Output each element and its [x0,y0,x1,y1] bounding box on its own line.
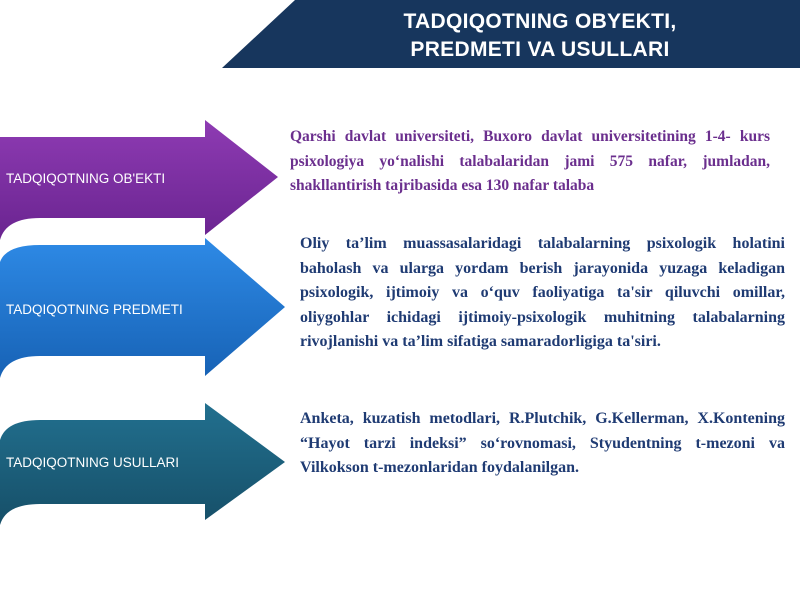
subject-label: TADQIQOTNING PREDMETI [6,302,183,317]
object-description: Qarshi davlat universiteti, Buxoro davlat universitetining 1-4- kurs psixologiya yo‘nalishi talabalaridan jami 575 nafar, jumladan, shakllantirish tajribasida esa 130 nafar talaba [290,128,770,194]
object-label: TADQIQOTNING OB'EKTI [6,171,166,186]
methods-label: TADQIQOTNING USULLARI [6,455,180,470]
title-line-1: TADQIQOTNING OBYEKTI, [403,10,677,33]
subject-description: Oliy ta’lim muassasalaridagi talabalarning psixologik holatini baholash va ularga yordam berish jarayonida yuzaga keladigan psixologik, ijtimoiy va o‘quv faoliyatiga ta'sir qiluvchi omillar, oliygohlar ichidagi ijtimoiy-psixologik muhitning talabalarning rivojlanishi va ta’lim sifatiga samaradorligiga ta'siri. [300,235,785,350]
methods-description: Anketa, kuzatish metodlari, R.Plutchik, G.Kellerman, X.Kontening “Hayot tarzi indeksi” so‘rovnomasi, Styudentning t-mezoni va Vilkokson t-mezonlaridan foydalanilgan. [300,410,785,476]
title-line-2: PREDMETI VA USULLARI [410,38,670,61]
